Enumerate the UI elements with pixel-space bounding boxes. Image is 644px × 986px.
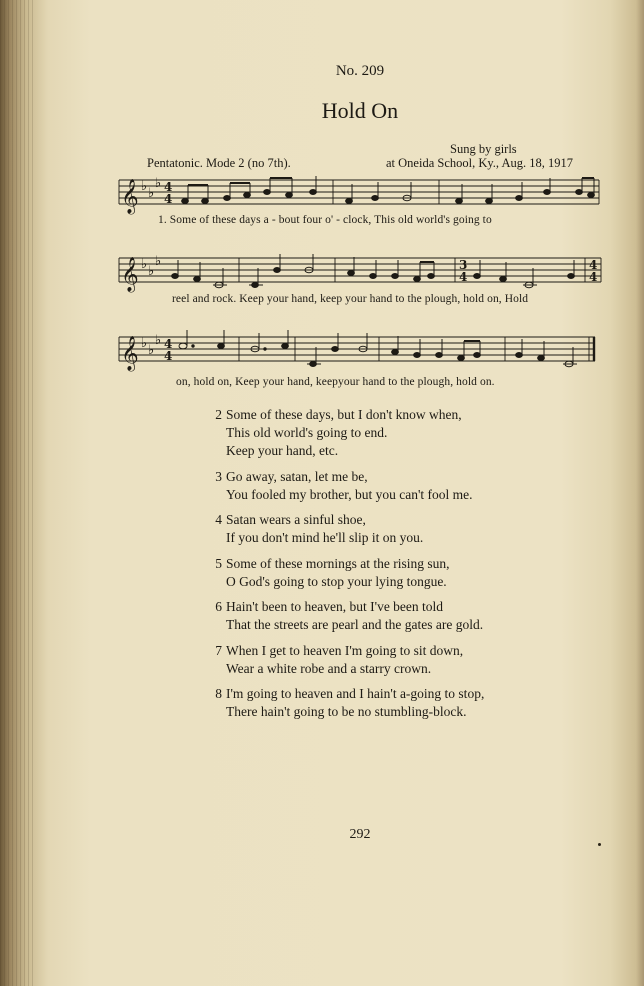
verse xyxy=(210,598,540,634)
time-signature-top: 4 xyxy=(164,337,173,351)
flat-icon: ♭ xyxy=(141,336,148,351)
verse-line: If you don't mind he'll slip it on you. xyxy=(226,530,424,545)
verse-line: Some of these mornings at the rising sun, xyxy=(226,555,450,571)
verse xyxy=(210,685,540,721)
verse-line: Wear a white robe and a starry crown. xyxy=(226,660,432,676)
time-return-bottom: 4 xyxy=(589,270,598,284)
time-change-bottom: 4 xyxy=(459,270,468,284)
flat-icon: ♭ xyxy=(141,179,148,194)
time-signature-bottom: 4 xyxy=(164,192,173,206)
verse-line: Go away, satan, let me be, xyxy=(226,468,368,484)
verse-line: That the streets are pearl and the gates are gold. xyxy=(226,617,484,632)
verse-line: Keep your hand, etc. xyxy=(226,443,339,458)
flat-icon: ♭ xyxy=(148,343,155,358)
verse-line: When I get to heaven I'm going to sit down, xyxy=(226,642,464,658)
verse-number: 4 xyxy=(215,512,222,527)
notes-staff-2 xyxy=(172,254,575,288)
lyrics-line-1: 1. Some of these days a - bout four o' - clock, This old world's going to xyxy=(158,214,492,226)
time-change-top: 3 xyxy=(459,258,468,272)
verse xyxy=(210,406,540,460)
lyrics-line-2: reel and rock. Keep your hand, keep your hand to the plough, hold on, Hold xyxy=(172,293,529,305)
time-return-top: 4 xyxy=(589,258,598,272)
verse-number: 2 xyxy=(215,407,222,422)
treble-clef-icon: 𝄞 xyxy=(121,179,139,214)
verse-line: O God's going to stop your lying tongue. xyxy=(226,573,447,589)
flat-icon: ♭ xyxy=(155,176,162,191)
flat-icon: ♭ xyxy=(155,254,162,269)
page-number: 292 xyxy=(349,827,371,842)
verse-line: Some of these days, but I don't know when, xyxy=(226,407,462,422)
verse-number: 7 xyxy=(215,642,222,658)
verse xyxy=(210,511,540,547)
verse-number: 6 xyxy=(215,599,222,614)
verse-line: You fooled my brother, but you can't fool me. xyxy=(226,486,473,502)
ink-speck xyxy=(598,843,601,846)
verse-line: This old world's going to end. xyxy=(226,425,388,440)
place-date-note: at Oneida School, Ky., Aug. 18, 1917 xyxy=(386,156,574,170)
verse-number: 8 xyxy=(215,686,222,701)
verse-line: There hain't going to be no stumbling-block. xyxy=(226,704,467,719)
verse-line: I'm going to heaven and I hain't a-going to stop, xyxy=(226,686,485,701)
time-signature-bottom: 4 xyxy=(164,349,173,363)
flat-icon: ♭ xyxy=(141,257,148,272)
sung-by-note: Sung by girls xyxy=(450,142,517,156)
music-staff-1 xyxy=(117,170,607,220)
flat-icon: ♭ xyxy=(148,264,155,279)
treble-clef-icon: 𝄞 xyxy=(121,257,139,292)
lyrics-line-3: on, hold on, Keep your hand, keepyour hand to the plough, hold on. xyxy=(176,376,495,388)
verse xyxy=(210,642,540,678)
treble-clef-icon: 𝄞 xyxy=(121,336,139,371)
verse-line: Satan wears a sinful shoe, xyxy=(226,512,366,527)
flat-icon: ♭ xyxy=(148,186,155,201)
song-number: No. 209 xyxy=(335,63,385,79)
verse xyxy=(210,468,540,504)
mode-note: Pentatonic. Mode 2 (no 7th). xyxy=(147,156,291,170)
verse-number: 5 xyxy=(215,555,222,571)
verses-list xyxy=(210,406,540,729)
song-title: Hold On xyxy=(321,98,399,123)
verse-line: Hain't been to heaven, but I've been told xyxy=(226,599,444,614)
verse xyxy=(210,555,540,591)
music-staff-3 xyxy=(117,327,607,377)
flat-icon: ♭ xyxy=(155,333,162,348)
verse-number: 3 xyxy=(215,468,222,484)
music-staff-2 xyxy=(117,248,607,298)
time-signature-top: 4 xyxy=(164,180,173,194)
